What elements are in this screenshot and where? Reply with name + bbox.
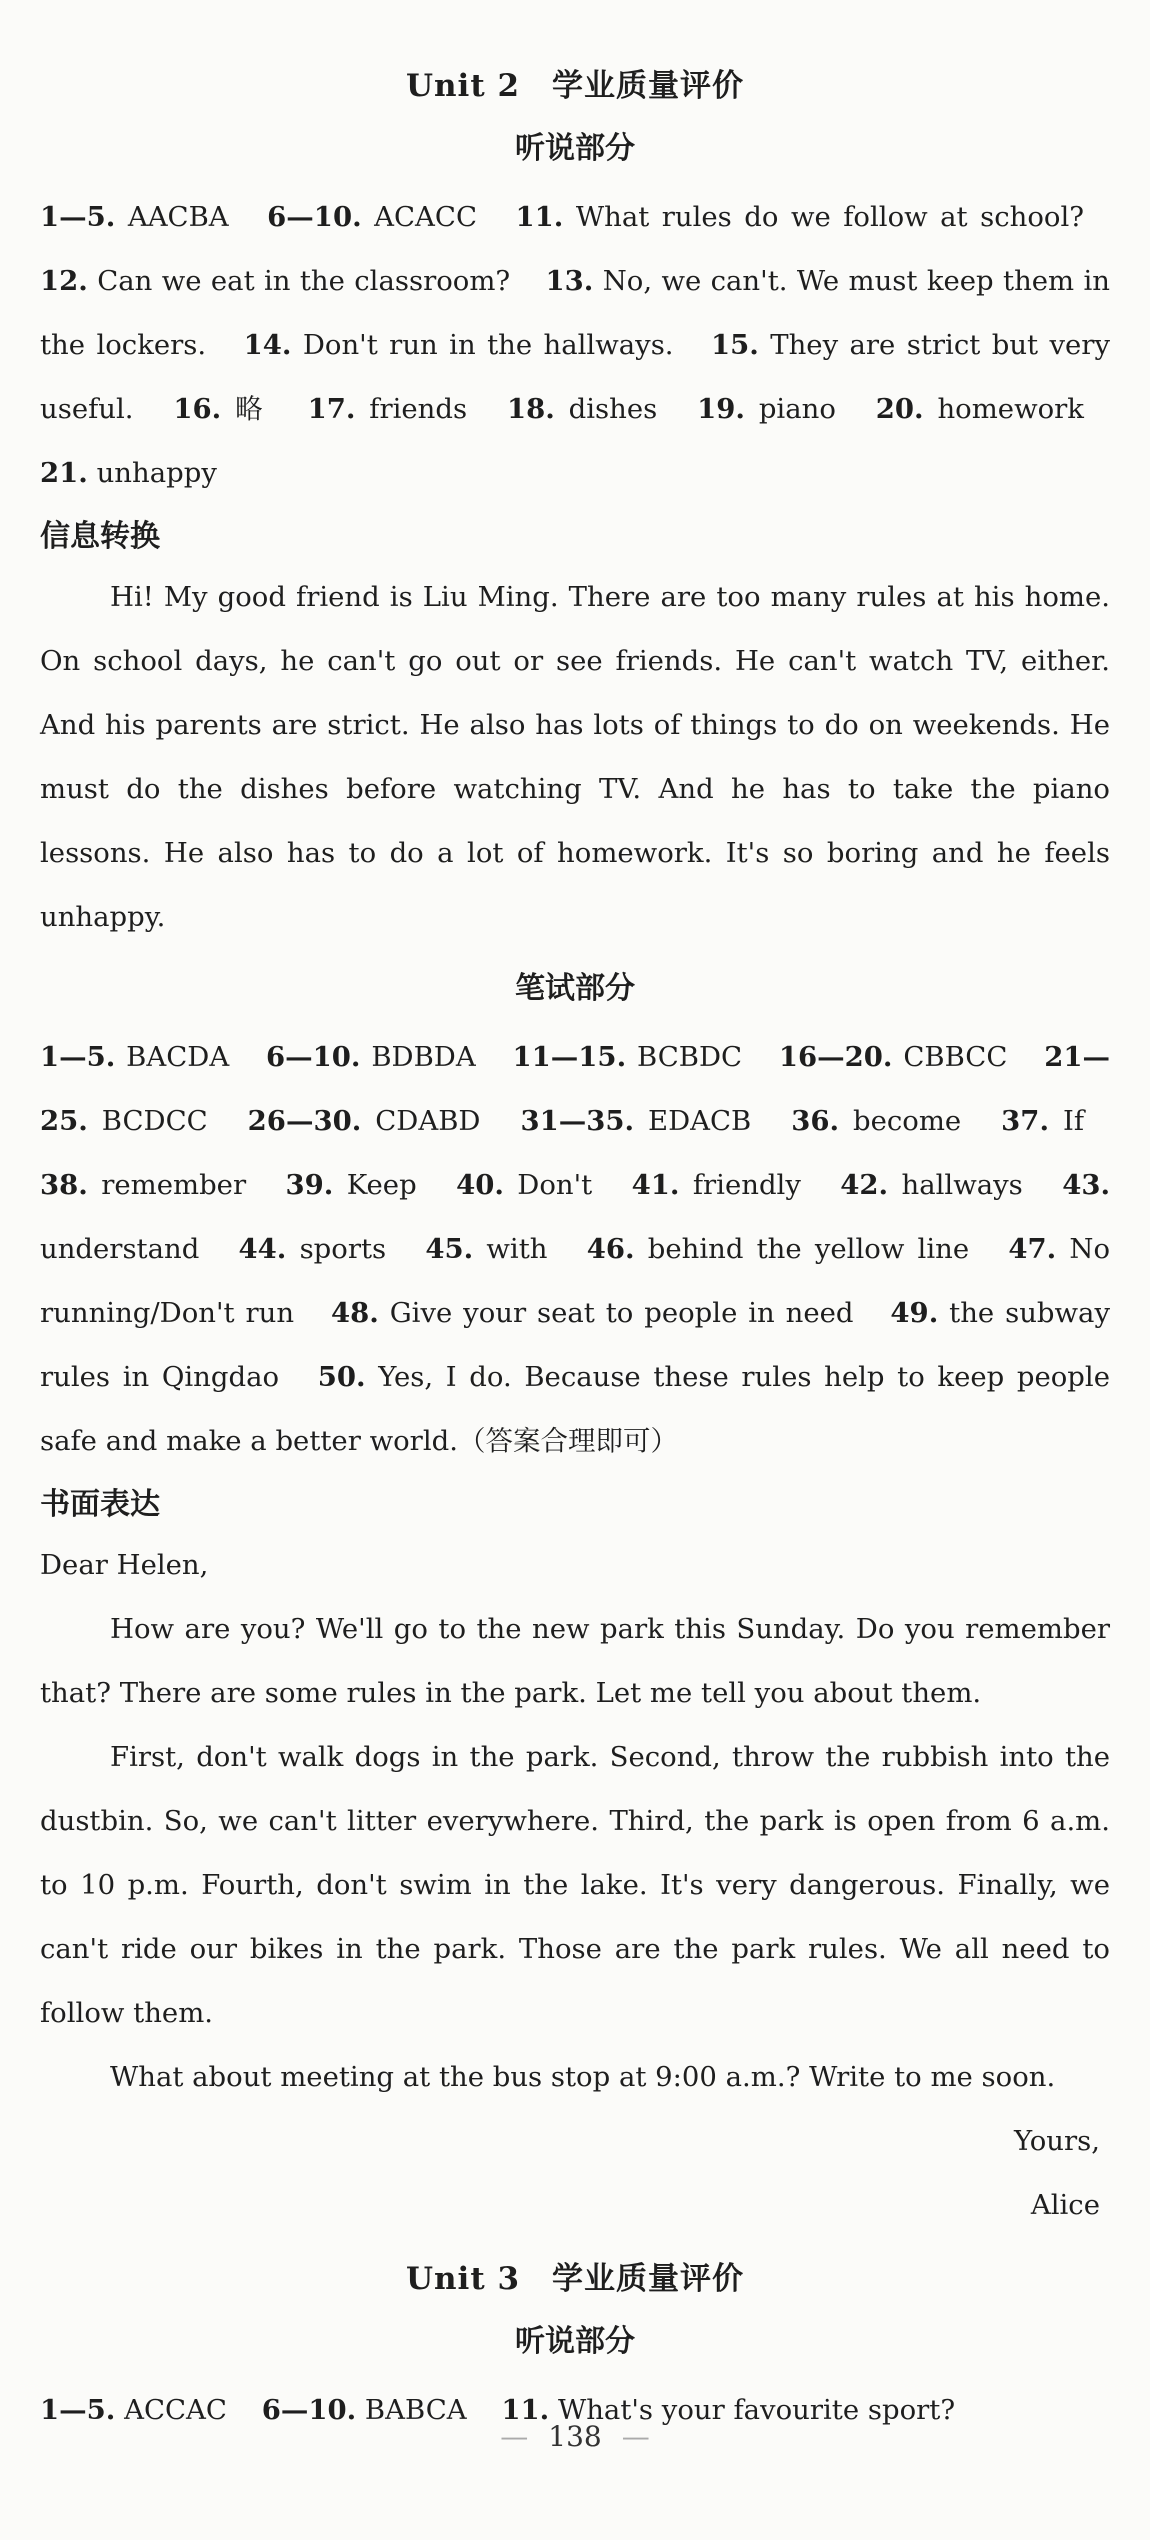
answer-item	[840, 1169, 1023, 1201]
info-text: Hi! My good friend is Liu Ming. There are too many rules at his home. On school days, he can't go out or see friends. He can't watch TV, either. And his parents are strict. He also has lots of things to do on weekends. He must do the dishes before watching TV. And he has to take the piano lessons. He also has to do a lot of homework. It's so boring and he feels unhappy.	[40, 581, 1110, 933]
page-number	[0, 2420, 1150, 2453]
letter-paragraph-3: What about meeting at the bus stop at 9:00 a.m.? Write to me soon.	[110, 2061, 1056, 2093]
answer-number: 50.	[317, 1361, 366, 1393]
letter-greeting: Dear Helen,	[40, 1549, 209, 1581]
answer-number: 45.	[425, 1233, 474, 1265]
answer-number: 26—30.	[247, 1105, 362, 1137]
answer-text: What rules do we follow at school?	[563, 201, 1084, 233]
answer-text: They are strict but very useful.	[40, 329, 1110, 425]
answer-text: ACACC	[361, 201, 477, 233]
answer-text: If	[1049, 1105, 1085, 1137]
unit2-title: Unit 2 学业质量评价	[405, 68, 745, 104]
answer-text: Don't	[503, 1169, 593, 1201]
answer-item	[425, 1233, 547, 1265]
answer-number: 14.	[243, 329, 292, 361]
answer-item	[40, 1041, 229, 1073]
letter-closing: Yours,	[1013, 2125, 1100, 2157]
answer-number: 17.	[307, 393, 356, 425]
answer-number: 37.	[1001, 1105, 1050, 1137]
answer-text: AACBA	[115, 201, 229, 233]
answer-text: BABCA	[356, 2394, 467, 2426]
listening-answers	[40, 185, 1110, 505]
answer-number: 42.	[840, 1169, 889, 1201]
answer-number: 1—5.	[40, 1041, 116, 1073]
answer-number: 43.	[1062, 1169, 1111, 1201]
answer-number: 48.	[330, 1297, 379, 1329]
answer-number: 44.	[238, 1233, 287, 1265]
info-section-title: 信息转换	[40, 519, 160, 554]
answer-number: 1—5.	[40, 201, 116, 233]
answer-number: 15.	[710, 329, 759, 361]
page-number-left-rule: —	[500, 2420, 529, 2453]
answer-text: friends	[355, 393, 468, 425]
answer-text: hallways	[888, 1169, 1023, 1201]
answer-item	[40, 201, 229, 233]
answer-item	[520, 1105, 751, 1137]
answer-number: 6—10.	[266, 1041, 361, 1073]
answer-item	[516, 201, 1084, 233]
answer-number: 41.	[631, 1169, 680, 1201]
answer-number: 21.	[40, 457, 88, 489]
answer-number: 13.	[545, 265, 594, 297]
answer-number: 38.	[40, 1169, 88, 1201]
answer-text: Don't run in the hallways.	[291, 329, 674, 361]
answer-text: understand	[40, 1233, 200, 1265]
answer-number: 39.	[285, 1169, 334, 1201]
answer-number: 19.	[697, 393, 745, 425]
answer-text: the subway rules in Qingdao	[40, 1297, 1110, 1393]
answer-number: 6—10.	[261, 2394, 357, 2426]
answer-text: BCBDC	[626, 1041, 743, 1073]
answer-text: No running/Don't run	[40, 1233, 1110, 1329]
answer-number: 20.	[875, 393, 924, 425]
answer-number: 18.	[506, 393, 555, 425]
answer-item	[40, 457, 217, 489]
answer-item	[1001, 1105, 1084, 1137]
answer-text: with	[473, 1233, 548, 1265]
answer-text: Yes, I do. Because these rules help to keep people safe and make a better world.（答案合理即可）	[40, 1361, 1110, 1457]
answer-number: 16.	[173, 393, 222, 425]
answer-number: 49.	[890, 1297, 939, 1329]
answer-text: What's your favourite sport?	[549, 2394, 956, 2426]
answer-number: 11.	[515, 201, 564, 233]
answer-item	[40, 1169, 246, 1201]
answer-number: 11—15.	[512, 1041, 627, 1073]
answer-item	[308, 393, 468, 425]
answer-text: CBBCC	[892, 1041, 1008, 1073]
answer-text: BCDCC	[87, 1105, 208, 1137]
answer-text: become	[839, 1105, 962, 1137]
answer-item	[248, 1105, 481, 1137]
answer-item	[456, 1169, 592, 1201]
answer-number: 11.	[501, 2394, 550, 2426]
letter-signature: Alice	[1030, 2189, 1100, 2221]
unit3-listening-title: 听说部分	[515, 2324, 635, 2359]
answer-text: Keep	[333, 1169, 417, 1201]
answer-item	[239, 1233, 387, 1265]
answer-number: 16—20.	[778, 1041, 893, 1073]
answer-text: dishes	[554, 393, 658, 425]
answer-item	[587, 1233, 969, 1265]
answer-text: ACCAC	[115, 2394, 227, 2426]
answer-text: No, we can't. We must keep them in the lockers.	[40, 265, 1111, 361]
answer-text: remember	[87, 1169, 247, 1201]
answer-text: behind the yellow line	[634, 1233, 970, 1265]
answer-text: unhappy	[87, 457, 217, 489]
page-number-text: 138	[548, 2420, 602, 2453]
answer-number: 1—5.	[40, 2394, 116, 2426]
answer-text: Can we eat in the classroom?	[87, 265, 511, 297]
answer-number: 46.	[586, 1233, 635, 1265]
answer-text: BDBDA	[360, 1041, 476, 1073]
answer-number: 21—25.	[40, 1041, 1110, 1137]
answer-text: Give your seat to people in need	[378, 1297, 854, 1329]
answer-item	[876, 393, 1084, 425]
composition-section-title: 书面表达	[40, 1487, 160, 1522]
answer-text: 略	[221, 393, 268, 425]
answer-number: 6—10.	[267, 201, 362, 233]
answer-item	[697, 393, 836, 425]
answer-number: 40.	[456, 1169, 504, 1201]
answer-item	[267, 201, 477, 233]
answer-text: piano	[744, 393, 836, 425]
answer-item	[286, 1169, 417, 1201]
answer-item	[791, 1105, 961, 1137]
written-section-title: 笔试部分	[515, 971, 635, 1006]
written-answers	[40, 1025, 1110, 1473]
answer-item	[632, 1169, 801, 1201]
answer-item	[244, 329, 674, 361]
listening-section-title: 听说部分	[515, 131, 635, 166]
answer-item	[779, 1041, 1008, 1073]
page-number-right-rule: —	[621, 2420, 650, 2453]
answer-text: CDABD	[361, 1105, 481, 1137]
unit3-title: Unit 3 学业质量评价	[405, 2261, 745, 2297]
letter-paragraph-2: First, don't walk dogs in the park. Second, throw the rubbish into the dustbin. So, we can't litter everywhere. Third, the park is open from 6 a.m. to 10 p.m. Fourth, don't swim in the lake. It's very dangerous. Finally, we can't ride our bikes in the park. Those are the park rules. We all need to follow them.	[40, 1741, 1110, 2029]
letter-paragraph-1: How are you? We'll go to the new park this Sunday. Do you remember that? There are some rules in the park. Let me tell you about them.	[40, 1613, 1110, 1709]
answer-text: homework	[923, 393, 1084, 425]
answer-text: friendly	[679, 1169, 801, 1201]
answer-text: EDACB	[634, 1105, 752, 1137]
answer-number: 31—35.	[520, 1105, 635, 1137]
answer-number: 12.	[40, 265, 88, 297]
answer-text: BACDA	[115, 1041, 230, 1073]
answer-item	[173, 393, 267, 425]
answer-item	[40, 265, 510, 297]
answer-number: 47.	[1008, 1233, 1057, 1265]
answer-text: sports	[286, 1233, 387, 1265]
answer-number: 36.	[791, 1105, 840, 1137]
answer-item	[266, 1041, 476, 1073]
answer-item	[507, 393, 657, 425]
answer-item	[513, 1041, 743, 1073]
answer-item	[331, 1297, 854, 1329]
